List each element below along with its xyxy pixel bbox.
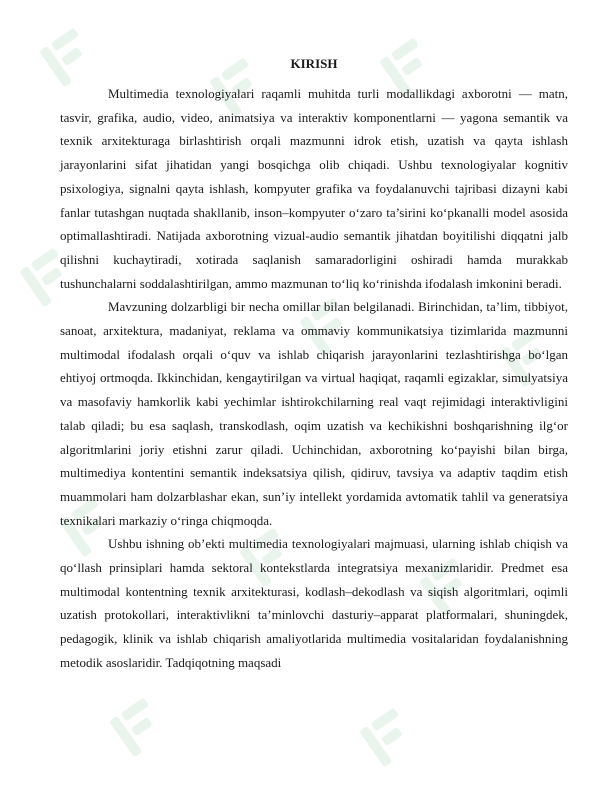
document-body <box>60 56 568 675</box>
paragraph: Ushbu ishning ob’ekti multimedia texnologiyalari majmuasi, ularning ishlab chiqish va qo‘llash prinsiplari hamda sektoral kontekstlarda integratsiya mexanizmlaridir. Predmet esa multimodal kontentning texnik arxitekturasi, kodlash–dekodlash va siqish algoritmlari, oqimli uzatish protokollari, interaktivlikni ta’minlovchi dasturiy–apparat platformalari, shuningdek, pedagogik, klinik va ishlab chiqarish amaliyotlarida multimedia vositalaridan foydalanishning metodik asoslaridir. Tadqiqotning maqsadi <box>60 536 568 670</box>
paragraph: Mavzuning dolzarbligi bir necha omillar bilan belgilanadi. Birinchidan, ta’lim, tibbiyot, sanoat, arxitektura, madaniyat, reklama va ommaviy kommunikatsiya tizimlarida mazmunni multimodal ifodalash orqali o‘quv va ishlab chiqarish jarayonlarini tezlashtirishga bo‘lgan ehtiyoj ortmoqda. Ikkinchidan, kengaytirilgan va virtual haqiqat, raqamli egizaklar, simulyatsiya va masofaviy hamkorlik kabi yechimlar ishtirokchilarning real vaqt rejimidagi interaktivligini talab qiladi; bu esa saqlash, transkodlash, oqim uzatish va kechikishni boshqarishning ilg‘or algoritmlarini joriy etishni zarur qiladi. Uchinchidan, axborotning ko‘payishi bilan birga, multimediya kontentini semantik indeksatsiya qilish, qidiruv, tavsiya va adaptiv taqdim etish muammolari ham dolzarblashar ekan, sun’iy intellekt yordamida avtomatik tahlil va generatsiya texnikalari markaziy o‘ringa chiqmoqda. <box>60 299 568 528</box>
brand-logo-watermark-icon <box>99 689 177 767</box>
paragraph: Multimedia texnologiyalari raqamli muhitda turli modallikdagi axborotni — matn, tasvir, grafika, audio, video, animatsiya va interaktiv komponentlarni — yagona semantik va texnik arxitekturaga birlashtirish orqali mazmunni idrok etish, uzatish va qayta ishlash jarayonlarini sifat jihatidan yangi bosqichga olib chiqadi. Ushbu texnologiyalar kognitiv psixologiya, signalni qayta ishlash, kompyuter grafika va foydalanuvchi tajribasi dizayni kabi fanlar tutashgan nuqtada shakllanib, inson–kompyuter o‘zaro ta’sirini ko‘pkanalli model asosida optimallashtiradi. Natijada axborotning vizual-audio semantik jihatdan boyitilishi diqqatni jalb qilishni kuchaytiradi, xotirada saqlanish samaradorligini oshiradi hamda murakkab tushunchalarni soddalashtirilgan, ammo mazmunan to‘liq ko‘rinishda ifodalash imkonini beradi. <box>60 86 568 291</box>
brand-logo-watermark-icon <box>349 699 427 777</box>
section-title: KIRISH <box>290 56 338 71</box>
